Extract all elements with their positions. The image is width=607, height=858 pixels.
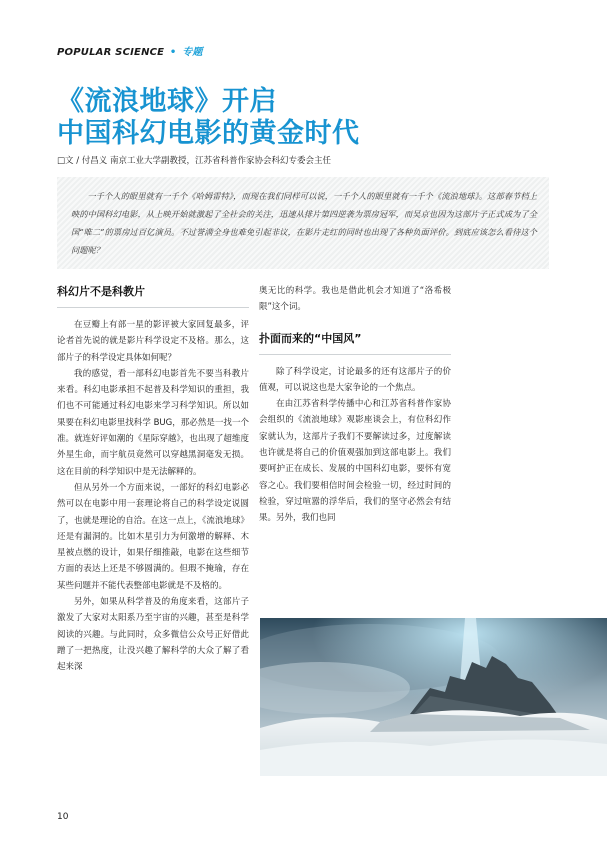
author-byline: □文 / 付昌义 南京工业大学副教授，江苏省科普作家协会科幻专委会主任 <box>57 156 332 166</box>
running-header <box>57 43 203 58</box>
right-column <box>259 283 451 527</box>
abstract-text: 一千个人的眼里就有一千个《哈姆雷特》，而现在我们同样可以说，一千个人的眼里就有一千个《流浪地球》。这部春节档上映的中国科幻电影，从上映开始就激起了全社会的关注，迅速从排片第四逆袭为票房冠军，而吴京也因为这部片子正式成为了全国“唯二”的票房过百亿演员。不过誉满全身也难免引起非议，在影片走红的同时也出现了各种负面评价。到底应该怎么看待这个问题呢？ <box>71 191 537 255</box>
section-heading: 扑面而来的“中国风” <box>259 331 362 345</box>
heading-divider <box>57 307 249 308</box>
left-column <box>57 283 249 676</box>
page-number: 10 <box>57 812 69 822</box>
header-separator: • <box>169 47 177 58</box>
paragraph: 另外，如果从科学普及的角度来看，这部片子激发了大家对太阳系乃至宇宙的兴趣，甚至是科学阅读的兴趣。与此同时，众多微信公众号正好借此蹭了一把热度，让没兴趣了解科学的大众了解了看起来深 <box>57 597 249 673</box>
paragraph: 我的感觉，看一部科幻电影首先不要当科教片来看。科幻电影承担不起普及科学知识的重担，我们也不可能通过科幻电影来学习科学知识。所以如果要在科幻电影里找科学 BUG，那必然是一找一个准。就连好评如潮的《星际穿越》，也出现了超维度外星生命，而宇航员竟然可以穿越黑洞毫发无损。这在目前的科学知识中是无法解释的。 <box>57 368 249 477</box>
movie-still-image <box>260 618 607 776</box>
abstract-box <box>57 177 549 269</box>
title-line-1: 《流浪地球》开启 <box>57 86 277 117</box>
heading-divider <box>259 354 451 355</box>
paragraph: 除了科学设定，讨论最多的还有这部片子的价值观，可以说这也是大家争论的一个焦点。 <box>259 366 451 393</box>
title-line-2: 中国科幻电影的黄金时代 <box>57 118 360 149</box>
paragraph-continued: 奥无比的科学。我也是借此机会才知道了“洛希极限”这个词。 <box>259 286 451 313</box>
frozen-earth-city-illustration <box>260 618 607 776</box>
paragraph: 但从另外一个方面来说，一部好的科幻电影必然可以在电影中用一套理论将自己的科学设定说圆了，也就是理论的自洽。在这一点上，《流浪地球》还是有漏洞的。比如木星引力为何激增的解释、木星被点燃的设计，如果仔细推敲，电影在这些细节方面的表达上还是不够圆满的。但瑕不掩瑜，存在某些问题并不能代表整部电影就是不及格的。 <box>57 482 249 591</box>
paragraph: 在豆瓣上有部一星的影评被大家回复最多，评论者首先说的就是影片科学设定不及格。那么，这部片子的科学设定具体如何呢？ <box>57 320 249 363</box>
section-heading: 科幻片不是科教片 <box>57 285 145 298</box>
paragraph: 在由江苏省科学传播中心和江苏省科普作家协会组织的《流浪地球》观影座谈会上，有位科幻作家就认为，这部片子我们不要解读过多，过度解读也许就是将自己的价值观强加到这部电影上。我们要呵护正在成长、发展的中国科幻电影，要怀有宽容之心。我们要相信时间会检验一切，经过时间的检验，穿过喧嚣的浮华后，我们的坚守必然会有结果。另外，我们也同 <box>259 399 451 524</box>
section-name: 专题 <box>182 47 203 58</box>
article-title <box>57 86 360 150</box>
publication-name: POPULAR SCIENCE <box>57 47 165 58</box>
